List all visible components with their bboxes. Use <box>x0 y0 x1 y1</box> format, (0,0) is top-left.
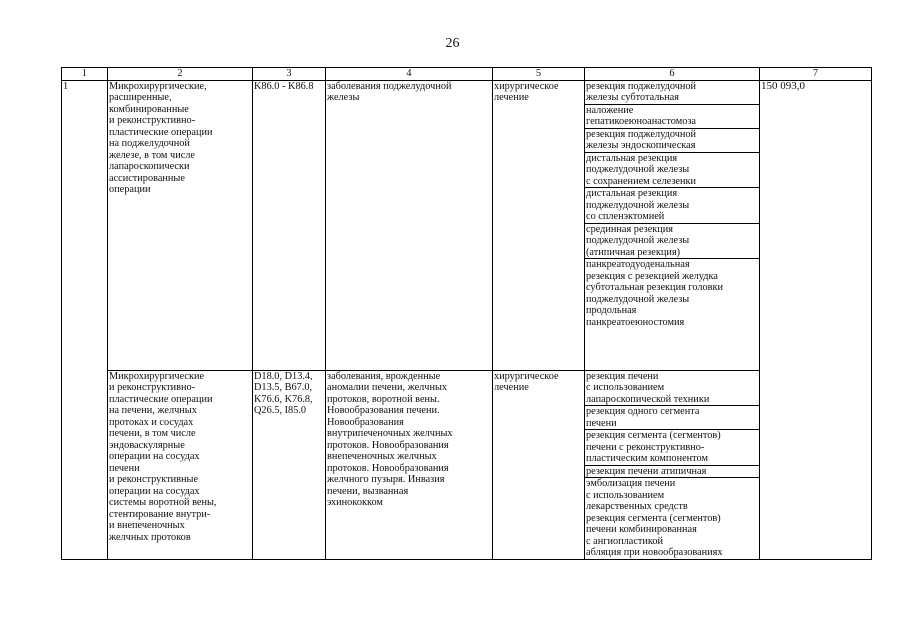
icd-codes: D18.0, D13.4, D13.5, B67.0, K76.6, K76.8, Q26.5, I85.0 <box>253 370 326 559</box>
table-row <box>62 80 872 370</box>
method-item: эмболизация печени с использованием лекарственных средств резекция сегмента (сегментов) печени комбинированная с ангиопластикой абляция при новообразованиях <box>586 478 723 558</box>
column-header: 6 <box>585 68 760 81</box>
table-row <box>62 370 872 559</box>
column-header: 2 <box>108 68 253 81</box>
treatment-methods <box>585 370 760 559</box>
header-row <box>62 68 872 81</box>
method-item: наложение гепатикоеюноанастомоза <box>585 104 759 128</box>
patient-model: заболевания, врожденные аномалии печени, желчных протоков, воротной вены. Новообразования печени. Новообразования внутрипеченочных желчных протоков. Новообразования внепеченочных желчных протоков. Новообразования желчного пузыря. Инвазия печени, вызванная эхинококком <box>326 370 493 559</box>
column-header: 1 <box>62 68 108 81</box>
column-header: 7 <box>760 68 872 81</box>
treatment-methods <box>585 80 760 370</box>
price: 150 093,0 <box>760 80 872 559</box>
page-number: 26 <box>445 36 460 51</box>
row-number: 1 <box>62 80 108 559</box>
treatment-type: хирургическое лечение <box>493 80 585 370</box>
method-item: резекция сегмента (сегментов) печени с реконструктивно- пластическим компонентом <box>585 430 759 466</box>
method-item: резекция печени с использованием лапароскопической техники <box>585 371 759 406</box>
method-item: срединная резекция поджелудочной железы (атипичная резекция) <box>585 223 759 259</box>
method-item: панкреатодуоденальная резекция с резекцией желудка субтотальная резекция головки поджелудочной железы продольная панкреатоеюностомия <box>586 259 724 328</box>
column-header: 4 <box>326 68 493 81</box>
method-item: резекция поджелудочной железы субтотальная <box>585 81 759 105</box>
services-table <box>61 67 872 560</box>
method-item: резекция поджелудочной железы эндоскопическая <box>585 128 759 152</box>
patient-model: заболевания поджелудочной железы <box>326 80 493 370</box>
column-header: 5 <box>493 68 585 81</box>
column-header: 3 <box>253 68 326 81</box>
method-item: резекция печени атипичная <box>585 465 759 478</box>
group-name: Микрохирургические и реконструктивно- пластические операции на печени, желчных протоках и сосудах печени, в том числе эндоваскулярные операции на сосудах печени и реконструктивные операции на сосудах системы воротной вены, стентирование внутри- и внепеченочных желчных протоков <box>108 370 253 559</box>
treatment-type: хирургическое лечение <box>493 370 585 559</box>
method-item: резекция одного сегмента печени <box>585 406 759 430</box>
method-item: дистальная резекция поджелудочной железы со спленэктомией <box>585 188 759 224</box>
icd-codes: K86.0 - K86.8 <box>253 80 326 370</box>
group-name: Микрохирургические, расширенные, комбинированные и реконструктивно- пластические операции на поджелудочной железе, в том числе лапароскопически ассистированные операции <box>108 80 253 370</box>
method-item: дистальная резекция поджелудочной железы с сохранением селезенки <box>585 152 759 188</box>
